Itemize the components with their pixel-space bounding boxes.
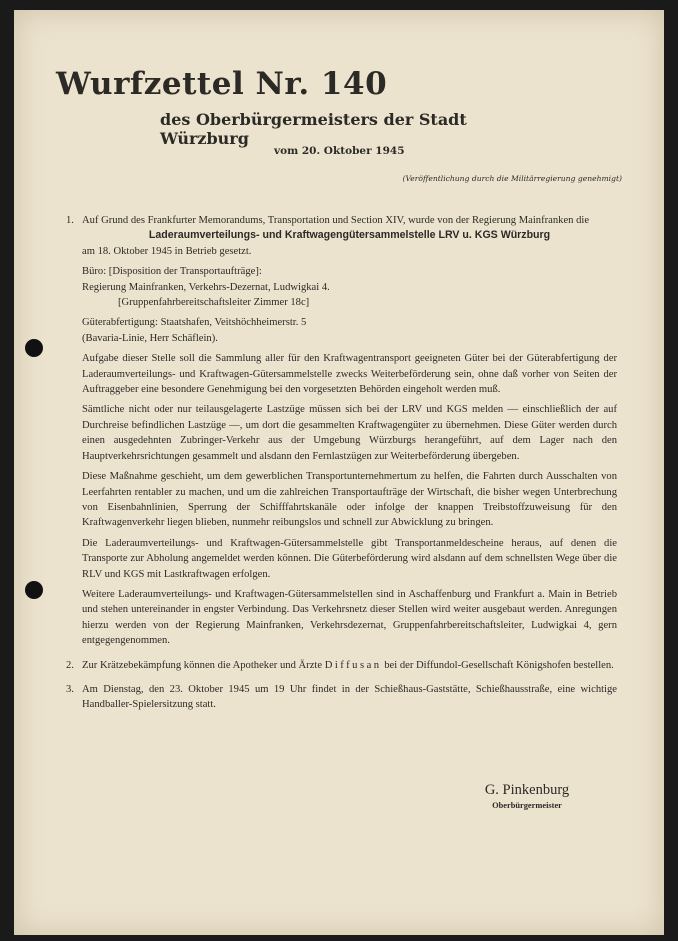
document-body [66,213,617,713]
document-date: vom 20. Oktober 1945 [274,145,405,157]
product-name: Diffusan [324,659,382,671]
item-1-para-5: Weitere Laderaumverteilungs- und Kraftwagen-Gütersammelstellen sind in Aschaffenburg und Frankfurt a. Main in Betrieb und stehen untereinander in engster Verbindung. Das Verkehrsnetz dieser Stellen wird weiter ausgebaut werden. Anregungen hierzu werden von der Regierung Mainfranken, Verkehrsdezernat, Gruppenfahrbereitschaftsleiter, Ludwigkai 4, gern entgegengenommen. [82,588,617,647]
item-number: 1. [66,215,74,226]
punch-hole [25,581,43,599]
buero-label: Büro: [82,266,107,278]
item-number: 2. [66,659,74,671]
signature-name: G. Pinkenburg [484,782,570,798]
item-1-started: am 18. Oktober 1945 in Betrieb gesetzt. [82,245,252,257]
buero-room: [Gruppenfahrbereitschaftsleiter Zimmer 18c] [118,297,310,309]
item-2-text-after: bei der Diffundol-Gesellschaft Königshofen bestellen. [384,659,614,671]
item-1-intro: Auf Grund des Frankfurter Memorandums, Transportation und Section XIV, wurde von der Regierung Mainfranken die [82,215,590,226]
signature-title: Oberbürgermeister [492,801,562,810]
item-3 [66,682,617,713]
item-2-text [82,658,617,673]
buero-address: Regierung Mainfranken, Verkehrs-Dezernat, Ludwigkai 4. [82,281,330,293]
buero-text: [Disposition der Transportaufträge]: [108,266,262,278]
document-page [14,10,664,935]
gueter-detail: (Bavaria-Linie, Herr Schäflein). [82,332,218,344]
punch-hole [25,339,43,357]
item-3-text: Am Dienstag, den 23. Oktober 1945 um 19 Uhr findet in der Schießhaus-Gaststätte, Schießhausstraße, eine wichtige Handballer-Spielersitzung statt. [82,683,617,711]
item-1-para-2: Sämtliche nicht oder nur teilausgelagerte Lastzüge müssen sich bei der LRV und KGS melden — einschließlich der auf Durchreise befindlichen Lastzüge —, um dort die gesammelten Kraftwagengüter zu übernehmen. Diese Güter werden durch einen ausgedehnten Zubringer-Verkehr aus der Umgebung Würzburgs herangeführt, auf dem Lager nach den Hauptverkehrsrichtungen gesammelt und alsdann den Fernlastzügen zur Weiterbeförderung übergeben. [82,404,617,462]
document-subtitle: des Oberbürgermeisters der Stadt Würzburg [160,110,467,148]
item-1 [66,213,617,649]
item-2-text-before: Zur Krätzebekämpfung können die Apotheker und Ärzte [82,659,323,671]
item-number: 3. [66,683,74,695]
item-1-agency: Laderaumverteilungs- und Kraftwagengütersammelstelle LRV u. KGS Würzburg [148,229,551,242]
item-1-para-4: Die Laderaumverteilungs- und Kraftwagen-Gütersammelstelle gibt Transportanmeldescheine heraus, auf denen die Transporte zur Abholung angemeldet werden können. Die Güterbeförderung wird alsdann auf dem schnellsten Wege über die RLV und KGS mit Lastkraftwagen erfolgen. [82,537,617,580]
approval-note: (Veröffentlichung durch die Militärregierung genehmigt) [402,174,622,183]
document-title: Wurfzettel Nr. 140 [56,66,388,102]
item-1-para-1: Aufgabe dieser Stelle soll die Sammlung aller für den Kraftwagentransport geeigneten Güter bei der Güterabfertigung der Laderaumverteilungs- und Kraftwagen-Gütersammelstelle zwecks Weiterbeförderung sein, ohne daß vorher von Seiten der Auftraggeber eine besondere Genehmigung bei den vorgesetzten Behörden eingeholt werden muß. [82,353,617,396]
gueter-label: Güterabfertigung: [82,317,158,329]
item-2 [66,658,617,673]
item-1-para-3: Diese Maßnahme geschieht, um dem gewerblichen Transportunternehmertum zu helfen, die Fahrten durch Ausschalten von Leerfahrten rentabler zu machen, und um die zahlreichen Transportaufträge der Wirtschaft, die bisher wegen Unterbrechung von Eisenbahnlinien, Sperrung der Schifffahrtskanäle oder infolge der knappen Treibstoffzuweisung für den Kraftwagenverkehr liegen blieben, nunmehr reibungslos und schnell zur Abwicklung zu bringen. [82,471,617,529]
gueter-text: Staatshafen, Veitshöchheimerstr. 5 [160,317,307,329]
gueter-line [82,315,617,330]
buero-line [82,264,617,279]
